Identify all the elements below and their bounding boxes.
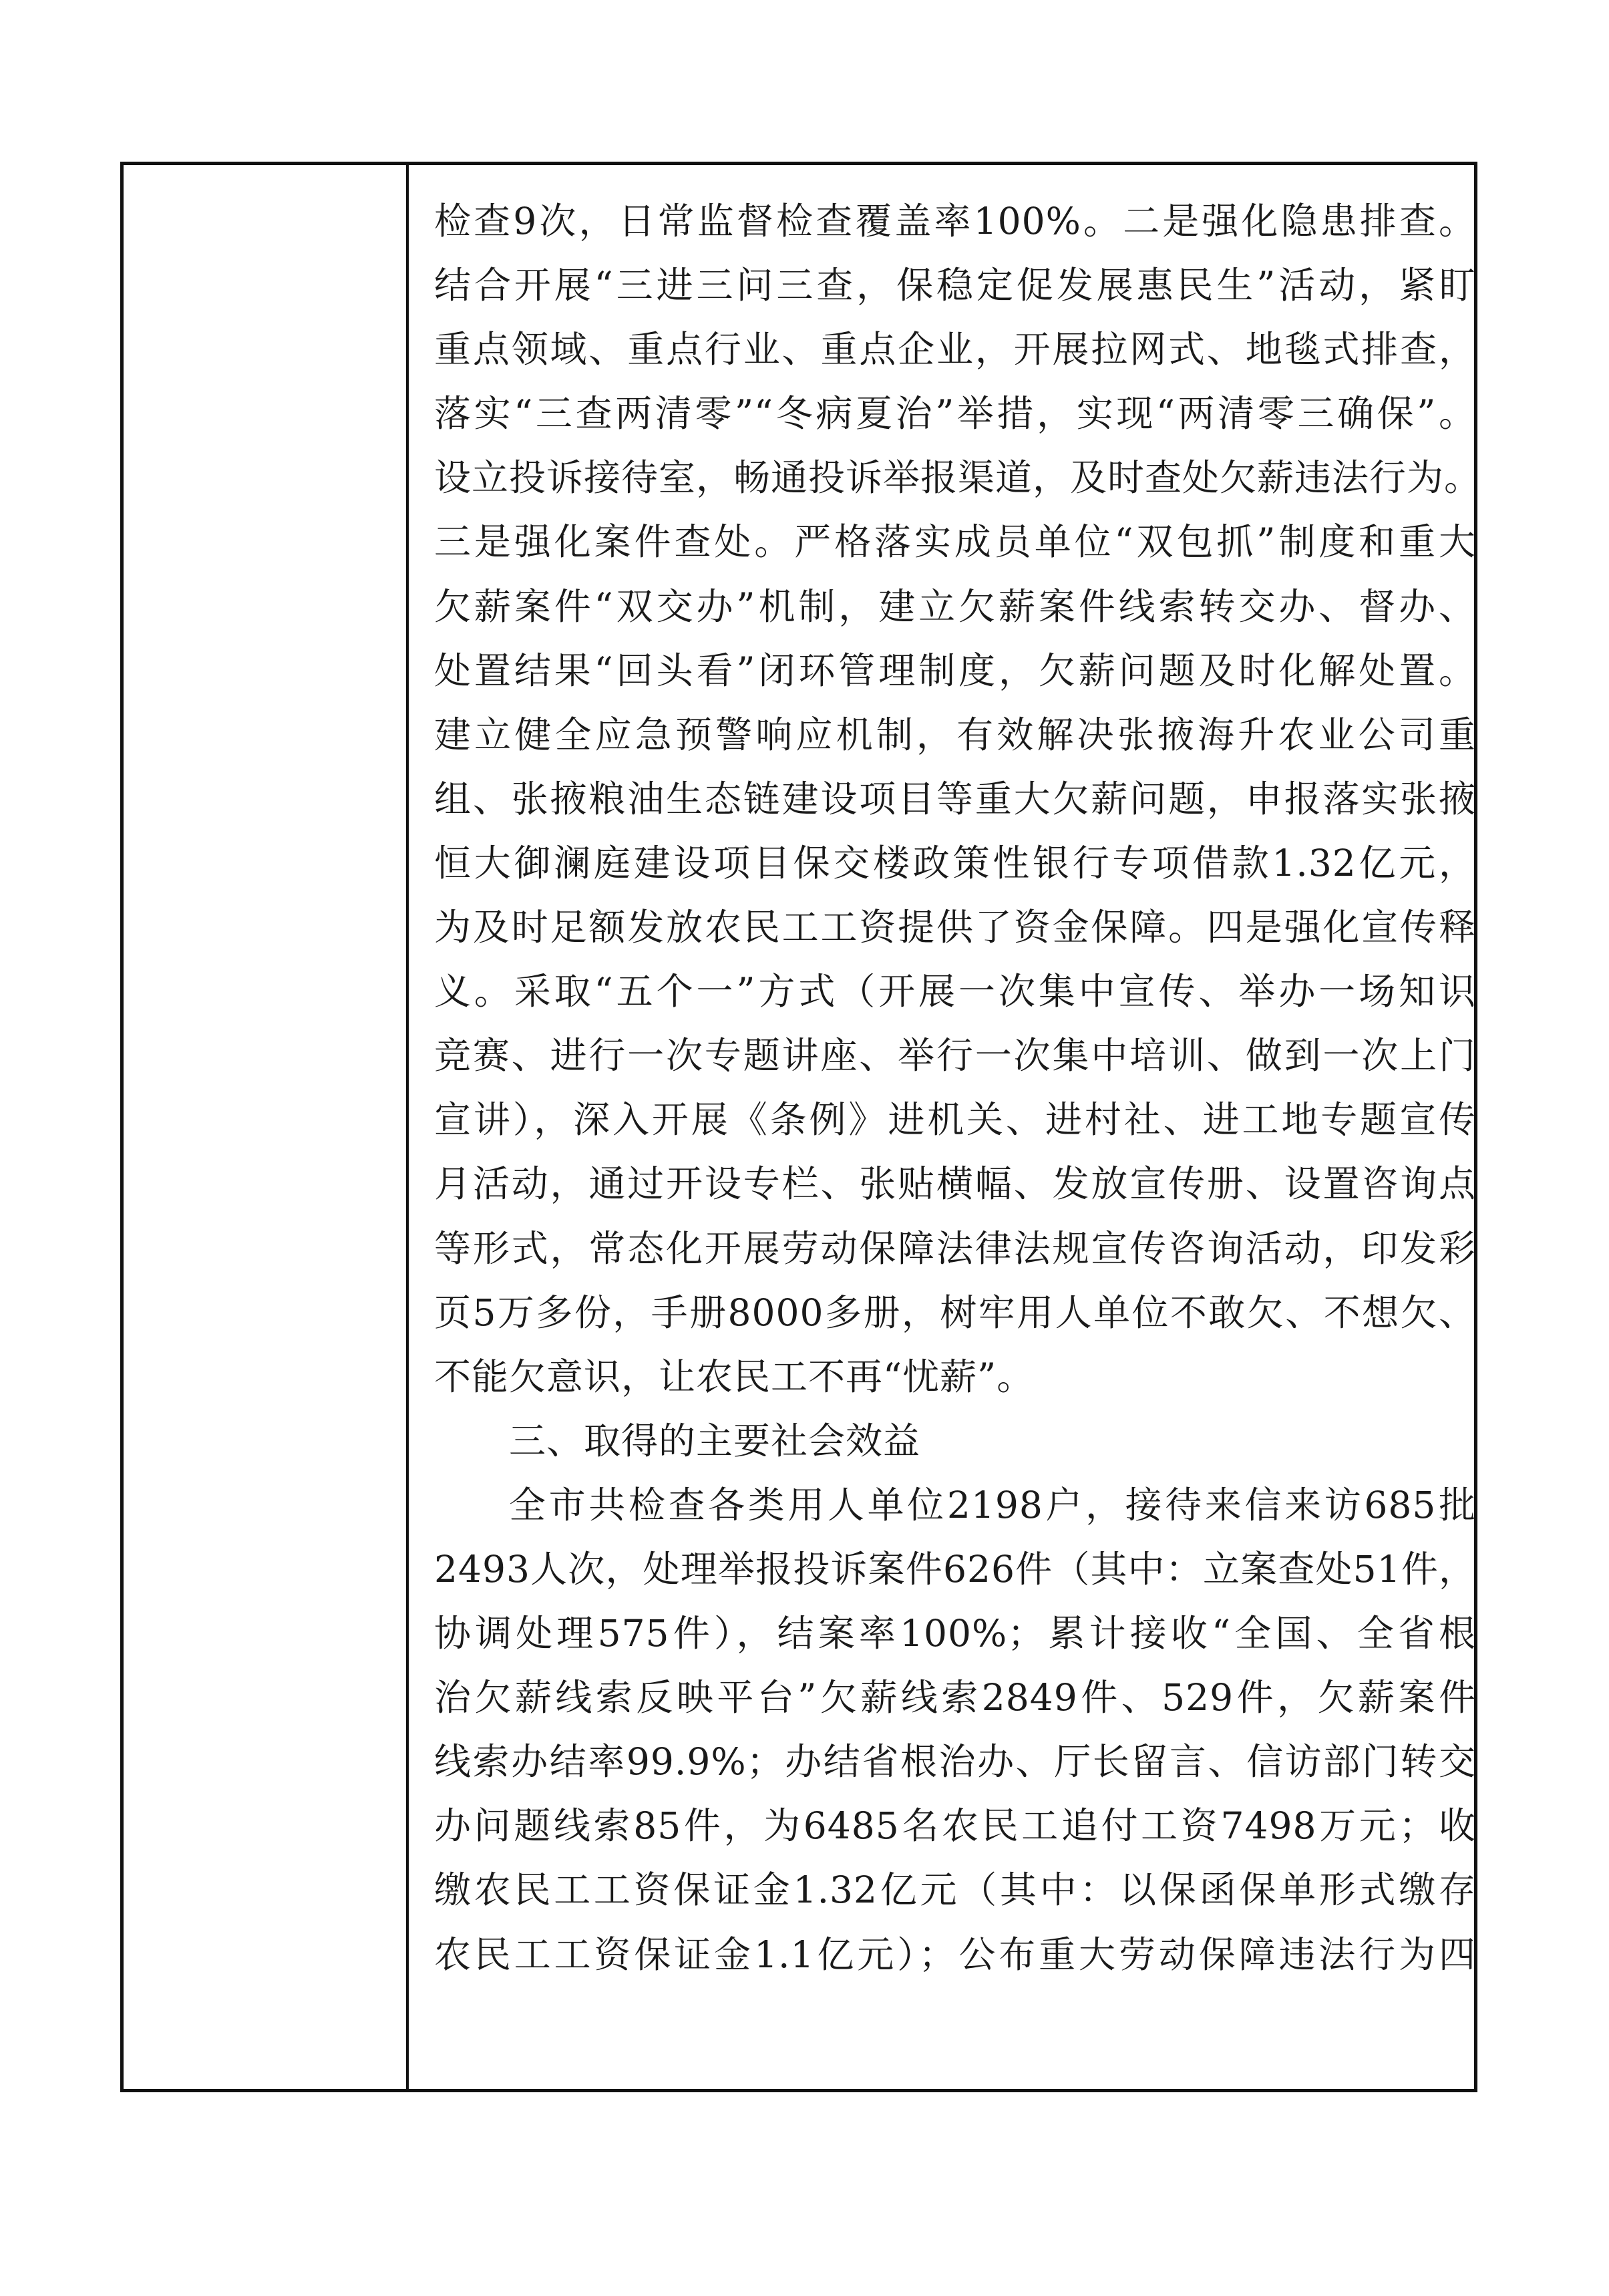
text-line: 缴农民工工资保证金1.32亿元（其中：以保函保单形式缴存 bbox=[434, 1868, 1476, 1912]
text-line: 义。采取“五个一”方式（开展一次集中宣传、举办一场知识 bbox=[434, 970, 1476, 1013]
text-line: 页5万多份，手册8000多册，树牢用人单位不敢欠、不想欠、 bbox=[434, 1291, 1476, 1334]
section-heading: 三、取得的主要社会效益 bbox=[509, 1419, 921, 1462]
text-line: 等形式，常态化开展劳动保障法律法规宣传咨询活动，印发彩 bbox=[434, 1226, 1476, 1270]
text-line: 恒大御澜庭建设项目保交楼政策性银行专项借款1.32亿元， bbox=[434, 841, 1476, 884]
text-line: 治欠薪线索反映平台”欠薪线索2849件、529件，欠薪案件 bbox=[434, 1676, 1476, 1719]
text-line: 宣讲），深入开展《条例》进机关、进村社、进工地专题宣传 bbox=[434, 1098, 1476, 1142]
text-line: 协调处理575件），结案率100%；累计接收“全国、全省根 bbox=[434, 1612, 1476, 1655]
text-line: 重点领域、重点行业、重点企业，开展拉网式、地毯式排查， bbox=[434, 328, 1476, 371]
form-table bbox=[120, 162, 1482, 2092]
text-line: 组、张掖粮油生态链建设项目等重大欠薪问题，申报落实张掖 bbox=[434, 777, 1476, 820]
text-line: 检查9次，日常监督检查覆盖率100%。二是强化隐患排查。 bbox=[434, 200, 1476, 242]
text-line: 三是强化案件查处。严格落实成员单位“双包抓”制度和重大 bbox=[434, 520, 1476, 564]
text-line: 线索办结率99.9%；办结省根治办、厅长留言、信访部门转交 bbox=[434, 1740, 1476, 1784]
text-line: 不能欠意识，让农民工不再“忧薪”。 bbox=[434, 1355, 1035, 1398]
text-line: 为及时足额发放农民工工资提供了资金保障。四是强化宣传释 bbox=[434, 906, 1476, 949]
text-line: 竞赛、进行一次专题讲座、举行一次集中培训、做到一次上门 bbox=[434, 1034, 1476, 1078]
text-line: 农民工工资保证金1.1亿元）；公布重大劳动保障违法行为四 bbox=[434, 1933, 1476, 1976]
text-line: 建立健全应急预警响应机制，有效解决张掖海升农业公司重 bbox=[434, 713, 1476, 756]
text-line: 设立投诉接待室，畅通投诉举报渠道，及时查处欠薪违法行为。 bbox=[434, 456, 1482, 500]
text-line: 办问题线索85件，为6485名农民工追付工资7498万元；收 bbox=[434, 1804, 1476, 1848]
text-line: 全市共检查各类用人单位2198户，接待来信来访685批 bbox=[509, 1483, 1476, 1526]
table-label-column bbox=[124, 165, 409, 2089]
text-line: 处置结果“回头看”闭环管理制度，欠薪问题及时化解处置。 bbox=[434, 649, 1476, 692]
text-line: 结合开展“三进三问三查，保稳定促发展惠民生”活动，紧盯 bbox=[434, 264, 1476, 307]
text-line: 2493人次，处理举报投诉案件626件（其中：立案查处51件， bbox=[434, 1547, 1476, 1591]
text-line: 月活动，通过开设专栏、张贴横幅、发放宣传册、设置咨询点 bbox=[434, 1162, 1476, 1206]
text-line: 欠薪案件“双交办”机制，建立欠薪案件线索转交办、督办、 bbox=[434, 585, 1476, 628]
table-content-cell bbox=[434, 189, 1482, 1987]
text-line: 落实“三查两清零”“冬病夏治”举措，实现“两清零三确保”。 bbox=[434, 392, 1476, 436]
